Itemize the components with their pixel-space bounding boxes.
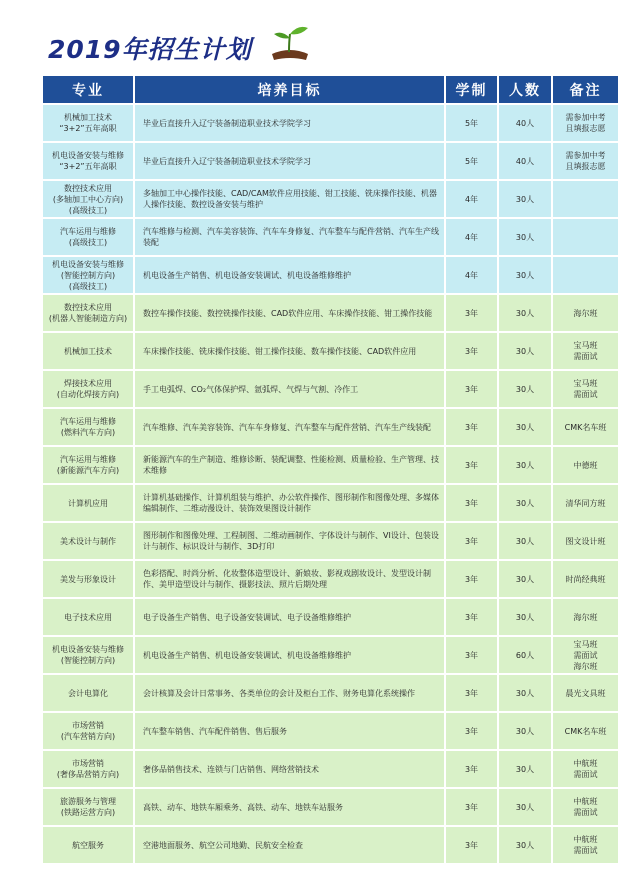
cell-major: 汽车运用与维修 (燃料汽车方向) [43,409,135,445]
page-title: 2019年招生计划 [48,35,252,64]
cell-goal: 车床操作技能、铣床操作技能、钳工操作技能、数车操作技能、CAD软件应用 [135,333,446,369]
cell-duration: 4年 [446,219,499,255]
header-note: 备注 [553,76,620,103]
table-row [43,219,620,255]
cell-note: 宝马班 需面试 海尔班 [553,637,620,673]
cell-duration: 4年 [446,181,499,217]
table-row [43,295,620,331]
cell-count: 30人 [499,181,553,217]
cell-note: 图文设计班 [553,523,620,559]
table-row [43,447,620,483]
cell-duration: 3年 [446,409,499,445]
cell-goal: 高铁、动车、地铁车厢乘务、高铁、动车、地铁车站服务 [135,789,446,825]
cell-count: 30人 [499,675,553,711]
cell-goal: 电子设备生产销售、电子设备安装调试、电子设备维修维护 [135,599,446,635]
enrollment-table [43,74,620,865]
cell-duration: 3年 [446,371,499,407]
cell-duration: 3年 [446,599,499,635]
header-duration: 学制 [446,76,499,103]
cell-note: 时尚经典班 [553,561,620,597]
cell-note: 中航班 需面试 [553,827,620,863]
cell-duration: 3年 [446,827,499,863]
cell-duration: 3年 [446,333,499,369]
cell-goal: 汽车整车销售、汽车配件销售、售后服务 [135,713,446,749]
cell-duration: 3年 [446,713,499,749]
cell-note: 中航班 需面试 [553,789,620,825]
cell-note: 中德班 [553,447,620,483]
cell-count: 30人 [499,789,553,825]
cell-goal: 数控车操作技能、数控铣操作技能、CAD软件应用、车床操作技能、钳工操作技能 [135,295,446,331]
cell-major: 数控技术应用 (多轴加工中心方向) (高级技工) [43,181,135,217]
table-row [43,485,620,521]
cell-note [553,257,620,293]
cell-count: 40人 [499,143,553,179]
cell-goal: 机电设备生产销售、机电设备安装调试、机电设备维修维护 [135,257,446,293]
cell-goal: 汽车维修、汽车美容装饰、汽车车身修复、汽车整车与配件营销、汽车生产线装配 [135,409,446,445]
cell-note: 需参加中考 且填报志愿 [553,105,620,141]
cell-count: 30人 [499,333,553,369]
table-row [43,181,620,217]
table-row [43,789,620,825]
cell-note: 晨光文具班 [553,675,620,711]
table-row [43,599,620,635]
cell-count: 30人 [499,485,553,521]
cell-count: 30人 [499,295,553,331]
cell-major: 机电设备安装与维修 (智能控制方向) (高级技工) [43,257,135,293]
cell-count: 30人 [499,751,553,787]
cell-duration: 3年 [446,295,499,331]
cell-duration: 3年 [446,637,499,673]
cell-goal: 新能源汽车的生产制造、维修诊断、装配调整、性能检测、质量检验、生产管理、技术维修 [135,447,446,483]
cell-major: 市场营销 (汽车营销方向) [43,713,135,749]
table-row [43,713,620,749]
cell-count: 30人 [499,409,553,445]
cell-major: 美发与形象设计 [43,561,135,597]
cell-count: 30人 [499,371,553,407]
table-row [43,675,620,711]
cell-major: 计算机应用 [43,485,135,521]
cell-duration: 3年 [446,523,499,559]
header-count: 人数 [499,76,553,103]
cell-duration: 3年 [446,751,499,787]
table-row [43,257,620,293]
cell-goal: 奢侈品销售技术、连锁与门店销售、网络营销技术 [135,751,446,787]
cell-note: 宝马班 需面试 [553,333,620,369]
cell-major: 电子技术应用 [43,599,135,635]
cell-goal: 色彩搭配、时尚分析、化妆整体造型设计、新娘妆、影视戏剧妆设计、发型设计制作、美甲造型设计与制作、摄影技法、照片后期处理 [135,561,446,597]
cell-note: CMK名车班 [553,409,620,445]
table-row [43,827,620,863]
cell-duration: 3年 [446,561,499,597]
cell-goal: 图形制作和图像处理、工程制图、二维动画制作、字体设计与制作、VI设计、包装设计与制作、标识设计与制作、3D打印 [135,523,446,559]
table-row [43,371,620,407]
cell-count: 30人 [499,561,553,597]
cell-goal: 多轴加工中心操作技能、CAD/CAM软件应用技能、钳工技能、铣床操作技能、机器人操作技能、数控设备安装与维护 [135,181,446,217]
cell-count: 40人 [499,105,553,141]
table-row [43,751,620,787]
cell-count: 30人 [499,827,553,863]
cell-note: 宝马班 需面试 [553,371,620,407]
cell-count: 60人 [499,637,553,673]
cell-major: 会计电算化 [43,675,135,711]
cell-note [553,219,620,255]
cell-major: 美术设计与制作 [43,523,135,559]
cell-major: 市场营销 (奢侈品营销方向) [43,751,135,787]
cell-goal: 机电设备生产销售、机电设备安装调试、机电设备维修维护 [135,637,446,673]
cell-major: 机电设备安装与维修 “3+2”五年高职 [43,143,135,179]
cell-duration: 3年 [446,789,499,825]
cell-major: 焊接技术应用 (自动化焊接方向) [43,371,135,407]
cell-duration: 3年 [446,675,499,711]
cell-major: 机械加工技术 [43,333,135,369]
cell-note [553,181,620,217]
cell-note: CMK名车班 [553,713,620,749]
cell-major: 航空服务 [43,827,135,863]
header-goal: 培养目标 [135,76,446,103]
cell-major: 汽车运用与维修 (新能源汽车方向) [43,447,135,483]
cell-duration: 3年 [446,447,499,483]
cell-count: 30人 [499,257,553,293]
cell-duration: 5年 [446,143,499,179]
header-major: 专业 [43,76,135,103]
table-row [43,637,620,673]
cell-major: 机械加工技术 “3+2”五年高职 [43,105,135,141]
cell-major: 机电设备安装与维修 (智能控制方向) [43,637,135,673]
cell-count: 30人 [499,599,553,635]
cell-duration: 3年 [446,485,499,521]
cell-note: 需参加中考 且填报志愿 [553,143,620,179]
table-row [43,523,620,559]
cell-goal: 毕业后直接升入辽宁装备制造职业技术学院学习 [135,143,446,179]
cell-goal: 计算机基础操作、计算机组装与维护、办公软件操作、图形制作和图像处理、多媒体编辑制作、二维动漫设计、装饰效果图设计制作 [135,485,446,521]
cell-major: 数控技术应用 (机器人智能制造方向) [43,295,135,331]
cell-major: 汽车运用与维修 (高级技工) [43,219,135,255]
cell-note: 海尔班 [553,599,620,635]
cell-goal: 毕业后直接升入辽宁装备制造职业技术学院学习 [135,105,446,141]
cell-count: 30人 [499,447,553,483]
cell-note: 清华同方班 [553,485,620,521]
cell-major: 旅游服务与管理 (铁路运营方向) [43,789,135,825]
table-row [43,333,620,369]
cell-count: 30人 [499,713,553,749]
table-header [43,76,620,103]
cell-note: 海尔班 [553,295,620,331]
cell-goal: 手工电弧焊、CO₂气体保护焊、氩弧焊、气焊与气割、冷作工 [135,371,446,407]
cell-duration: 5年 [446,105,499,141]
table-row [43,143,620,179]
table-row [43,409,620,445]
cell-goal: 空港地面服务、航空公司地勤、民航安全检查 [135,827,446,863]
cell-note: 中航班 需面试 [553,751,620,787]
cell-goal: 汽车维修与检测、汽车美容装饰、汽车车身修复、汽车整车与配件营销、汽车生产线装配 [135,219,446,255]
cell-duration: 4年 [446,257,499,293]
cell-count: 30人 [499,219,553,255]
table-row [43,105,620,141]
cell-goal: 会计核算及会计日常事务、各类单位的会计及柜台工作、财务电算化系统操作 [135,675,446,711]
table-row [43,561,620,597]
title-area [40,24,620,68]
cell-count: 30人 [499,523,553,559]
sprout-icon [268,24,312,64]
